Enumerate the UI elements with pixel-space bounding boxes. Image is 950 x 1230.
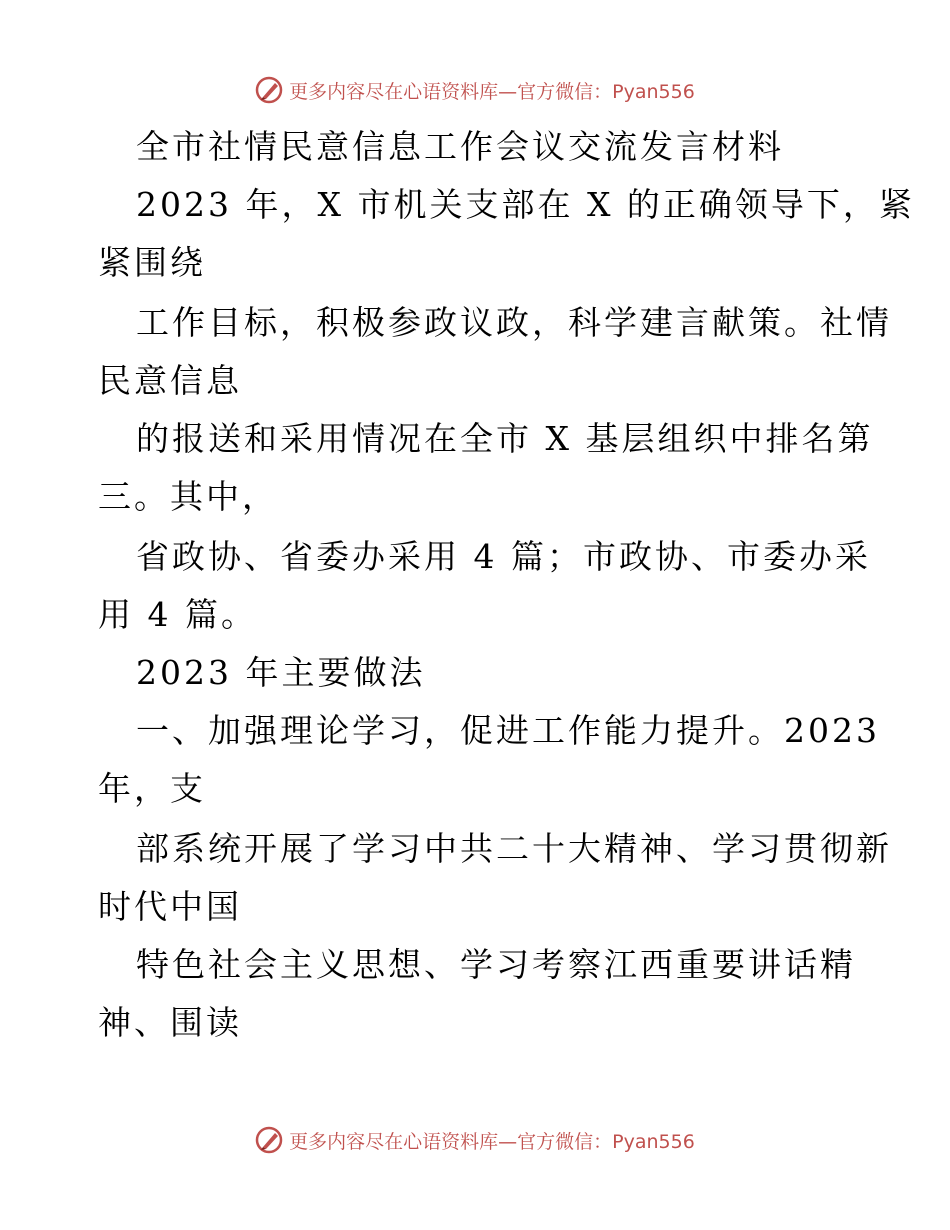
paragraph-line: 紧围绕 — [98, 243, 206, 282]
header-watermark — [0, 70, 950, 110]
watermark-text: 更多内容尽在心语资料库—官方微信：Pyan556 — [289, 1130, 695, 1153]
paragraph-line: 民意信息 — [98, 361, 242, 400]
paragraph-line: 2023 年，X 市机关支部在 X 的正确领导下，紧 — [136, 185, 915, 224]
watermark-text: 更多内容尽在心语资料库—官方微信：Pyan556 — [289, 80, 695, 103]
paragraph-line: 神、围读 — [98, 1003, 242, 1042]
paragraph-line: 时代中国 — [98, 887, 242, 926]
footer-watermark — [0, 1120, 950, 1160]
paragraph-line: 省政协、省委办采用 4 篇；市政协、市委办采 — [136, 537, 871, 576]
paragraph-line: 年，支 — [98, 769, 206, 808]
section-heading: 2023 年主要做法 — [136, 653, 426, 692]
paragraph-line: 一、加强理论学习，促进工作能力提升。2023 — [136, 711, 880, 750]
pen-logo-icon — [255, 1125, 285, 1155]
paragraph-line: 工作目标，积极参政议政，科学建言献策。社情 — [136, 303, 892, 342]
paragraph-line: 特色社会主义思想、学习考察江西重要讲话精 — [136, 945, 856, 984]
paragraph-line: 部系统开展了学习中共二十大精神、学习贯彻新 — [136, 829, 892, 868]
paragraph-line: 用 4 篇。 — [98, 595, 257, 634]
paragraph-line: 三。其中， — [98, 477, 278, 516]
doc-title: 全市社情民意信息工作会议交流发言材料 — [136, 127, 784, 166]
pen-logo-icon — [255, 75, 285, 105]
paragraph-line: 的报送和采用情况在全市 X 基层组织中排名第 — [136, 419, 874, 458]
